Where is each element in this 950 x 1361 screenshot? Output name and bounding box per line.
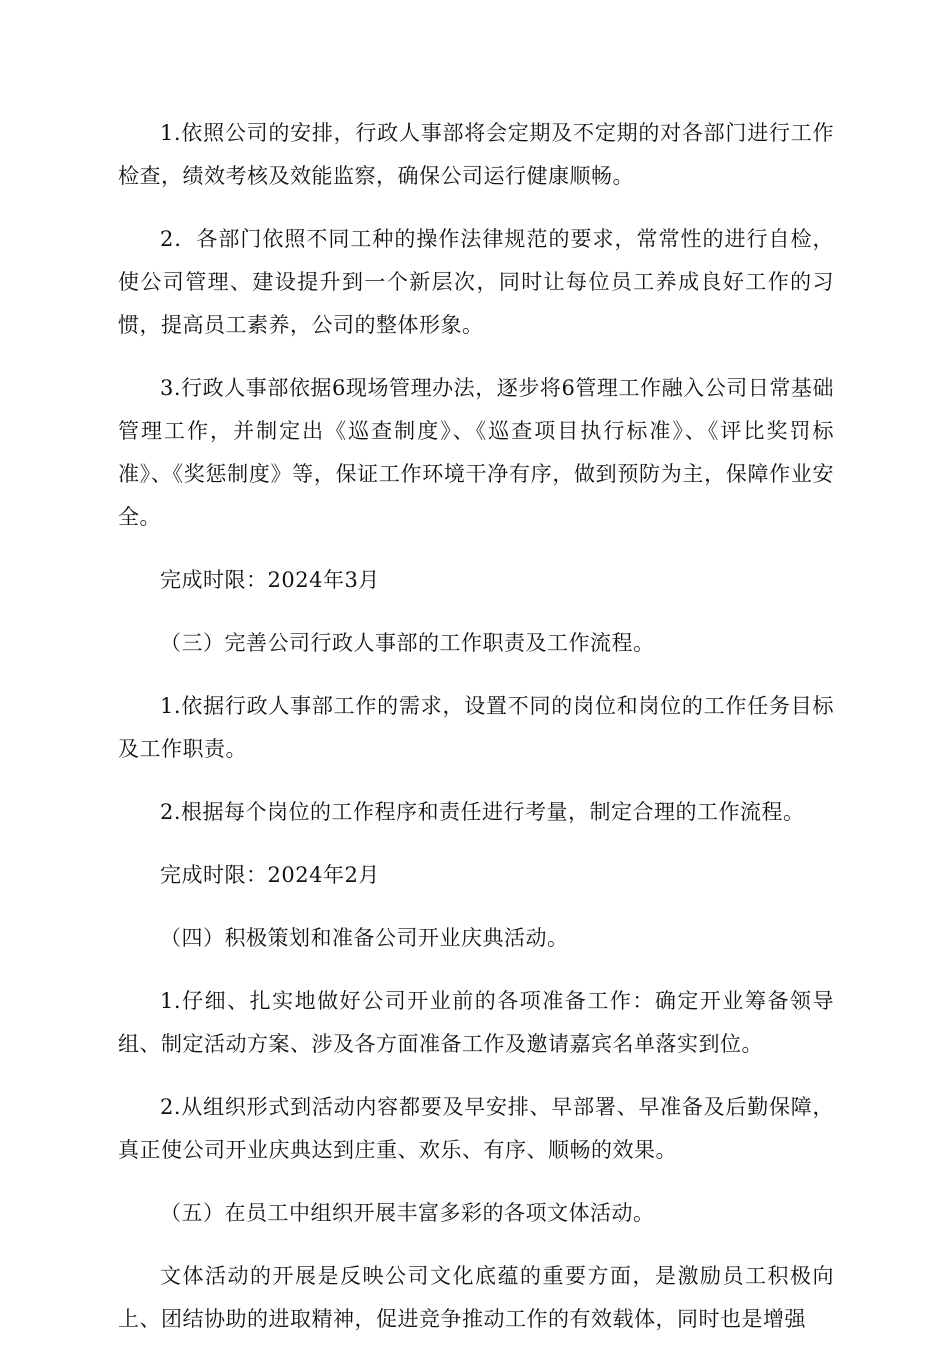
paragraph-opening-effect: 2.从组织形式到活动内容都要及早安排、早部署、早准备及后勤保障，真正使公司开业庆典达到庄重、欢乐、有序、顺畅的效果。	[118, 1095, 834, 1162]
section-heading-3: （三）完善公司行政人事部的工作职责及工作流程。	[160, 631, 655, 655]
document-page	[118, 112, 834, 1361]
section-heading-5: （五）在员工中组织开展丰富多彩的各项文体活动。	[160, 1201, 655, 1225]
paragraph-positions: 1.依据行政人事部工作的需求，设置不同的岗位和岗位的工作任务目标及工作职责。	[118, 694, 834, 761]
paragraph-self-check: 2．各部门依照不同工种的操作法律规范的要求，常常性的进行自检，使公司管理、建设提升到一个新层次，同时让每位员工养成良好工作的习惯，提高员工素养，公司的整体形象。	[118, 227, 834, 337]
paragraph-cultural-activities: 文体活动的开展是反映公司文化底蕴的重要方面，是激励员工积极向上、团结协助的进取精神，促进竞争推动工作的有效载体，同时也是增强	[118, 1264, 834, 1331]
paragraph-deadline-march: 完成时限：2024年3月	[160, 568, 380, 592]
paragraph-6s-management: 3.行政人事部依据6现场管理办法，逐步将6管理工作融入公司日常基础管理工作，并制定出《巡查制度》、《巡查项目执行标准》、《评比奖罚标准》、《奖惩制度》等，保证工作环境干净有序，做到预防为主，保障作业安全。	[118, 376, 834, 529]
paragraph-opening-prep: 1.仔细、扎实地做好公司开业前的各项准备工作：确定开业筹备领导组、制定活动方案、涉及各方面准备工作及邀请嘉宾名单落实到位。	[118, 989, 834, 1056]
paragraph-deadline-february: 完成时限：2024年2月	[160, 863, 380, 887]
section-heading-4: （四）积极策划和准备公司开业庆典活动。	[160, 926, 569, 950]
paragraph-inspection: 1.依照公司的安排，行政人事部将会定期及不定期的对各部门进行工作检查，绩效考核及效能监察，确保公司运行健康顺畅。	[118, 121, 834, 188]
paragraph-workflow: 2.根据每个岗位的工作程序和责任进行考量，制定合理的工作流程。	[160, 800, 805, 824]
